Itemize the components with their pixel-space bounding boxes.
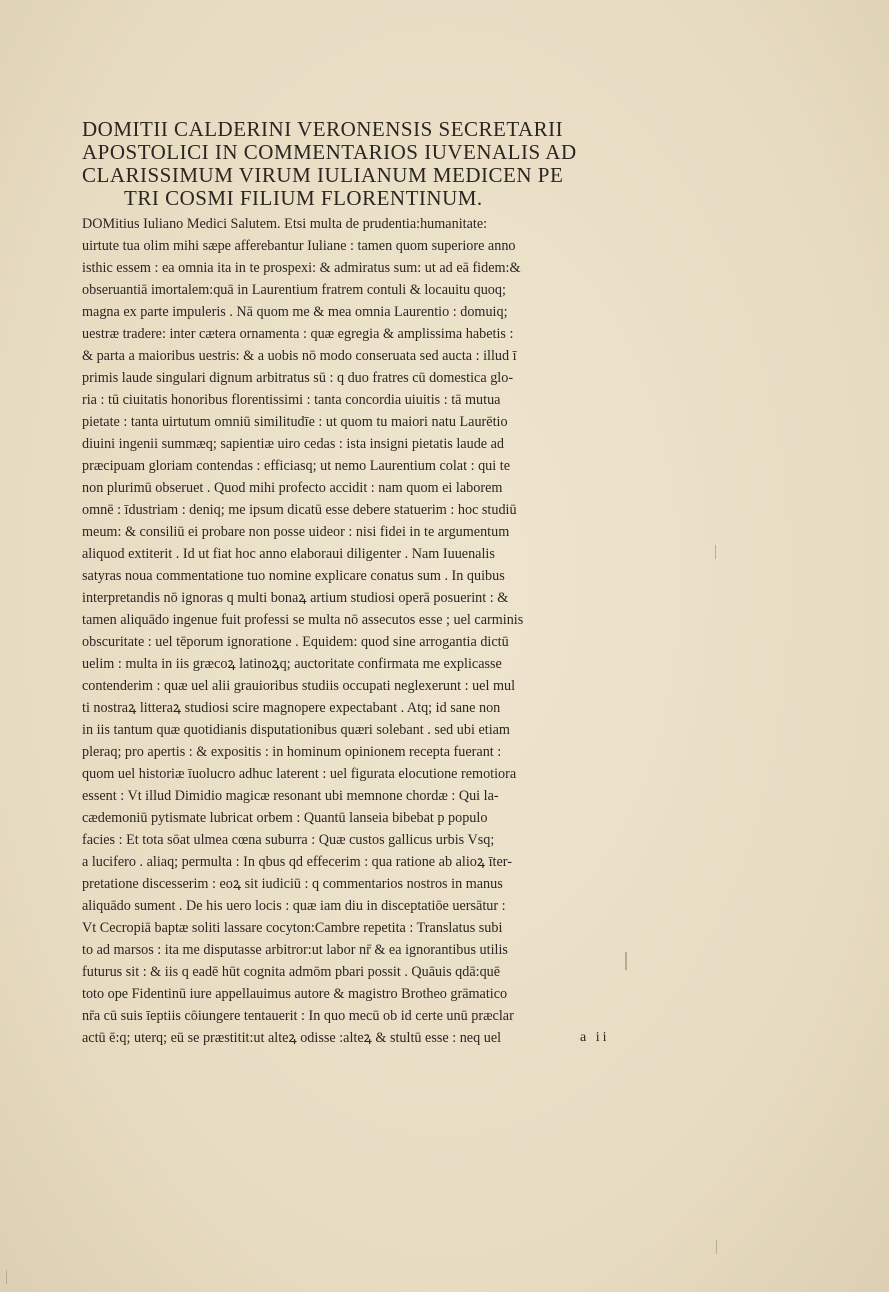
body-line: pretatione discesserim : eoꝝ sit iudiciū : q commentarios nostros in manus: [82, 876, 503, 892]
body-line: interpretandis nō ignoras q multi bonaꝝ artium studiosi operā posuerint : &: [82, 590, 509, 606]
body-line: magna ex parte impuleris . Nā quom me & mea omnia Laurentio : domuiq;: [82, 304, 508, 320]
body-text: [82, 213, 622, 1049]
body-line: satyras noua commentatione tuo nomine explicare conatus sum . In quibus: [82, 568, 505, 584]
body-line: obseruantiā imortalem:quā in Laurentium fratrem contuli & locauitu quoq;: [82, 282, 506, 298]
margin-mark: [625, 952, 627, 970]
body-line: nr̄a cū suis īeptiis cōiungere tentauerit : In quo mecū ob id certe unū præclar: [82, 1008, 514, 1024]
body-line: non plurimū obseruet . Quod mihi profecto accidit : nam quom ei laborem: [82, 480, 503, 496]
heading-line: CLARISSIMUM VIRUM IULIANUM MEDICEN PE: [82, 163, 564, 187]
margin-mark: [6, 1270, 7, 1284]
body-line: aliquod extiterit . Id ut fiat hoc anno elaboraui diligenter . Nam Iuuenalis: [82, 546, 495, 562]
body-line: uirtute tua olim mihi sæpe afferebantur Iuliane : tamen quom superiore anno: [82, 238, 516, 254]
body-line: DOMitius Iuliano Medici Salutem. Etsi multa de prudentia:humanitate:: [82, 216, 488, 232]
body-line: pietate : tanta uirtutum omniū similitudīe : ut quom tu maiori natu Laurētio: [82, 414, 508, 430]
body-line: tamen aliquādo ingenue fuit professi se multa nō assecutos esse ; uel carminis: [82, 612, 524, 628]
body-line: facies : Et tota sōat ulmea cœna suburra : Quæ custos gallicus urbis Vsq;: [82, 832, 495, 848]
body-line: uestræ tradere: inter cætera ornamenta : quæ egregia & amplissima habetis :: [82, 326, 514, 342]
body-line: a lucifero . aliaq; permulta : In qbus qd effecerim : qua ratione ab alioꝝ īter-: [82, 854, 512, 870]
body-line: meum: & consiliū ei probare non posse uideor : nisi fidei in te argumentum: [82, 524, 510, 540]
body-line: omnē : īdustriam : deniq; me ipsum dicatū esse debere statuerim : hoc studiū: [82, 502, 517, 518]
body-line: pleraq; pro apertis : & expositis : in hominum opinionem recepta fuerant :: [82, 744, 502, 760]
body-line: ti nostraꝝ litteraꝝ studiosi scire magnopere expectabant . Atq; id sane non: [82, 700, 501, 716]
margin-mark: [716, 1240, 717, 1254]
signature-mark: a ii: [580, 1030, 610, 1045]
body-line: toto ope Fidentinū iure appellauimus autore & magistro Brotheo grāmatico: [82, 986, 508, 1002]
body-line: Vt Cecropiā baptæ soliti lassare cocyton:Cambre repetita : Translatus subi: [82, 920, 503, 936]
body-line: in iis tantum quæ quotidianis disputationibus quæri solebant . sed ubi etiam: [82, 722, 510, 738]
body-line: actū ē:q; uterq; eū se præstitit:ut alteꝝ odisse :alteꝝ & stultū esse : neq uel: [82, 1030, 502, 1046]
body-line: to ad marsos : ita me disputasse arbitror:ut labor nr̄ & ea ignorantibus utilis: [82, 942, 508, 958]
body-line: uelim : multa in iis græcoꝝ latinoꝝq; auctoritate confirmata me explicasse: [82, 656, 502, 672]
body-line: contenderim : quæ uel alii grauioribus studiis occupati neglexerunt : uel mul: [82, 678, 516, 694]
body-line: præcipuam gloriam contendas : efficiasq; ut nemo Laurentium colat : qui te: [82, 458, 511, 474]
heading-line: DOMITII CALDERINI VERONENSIS SECRETARII: [82, 117, 564, 141]
chapter-heading: [82, 118, 642, 210]
heading-line: TRI COSMI FILIUM FLORENTINUM.: [124, 186, 483, 210]
body-line: ria : tū ciuitatis honoribus florentissimi : tanta concordia uiuitis : tā mutua: [82, 392, 501, 408]
body-line: aliquādo sument . De his uero locis : quæ iam diu in disceptatiōe uersātur :: [82, 898, 506, 914]
body-line: primis laude singulari dignum arbitratus sū : q duo fratres cū domestica glo-: [82, 370, 514, 386]
body-line: diuini ingenii summæq; sapientiæ uiro cedas : ista insigni pietatis laude ad: [82, 436, 505, 452]
body-line: futurus sit : & iis q eadē hūt cognita admōm pbari possit . Quāuis qdā:quē: [82, 964, 501, 980]
body-line: quom uel historiæ īuolucro adhuc laterent : uel figurata elocutione remotiora: [82, 766, 517, 782]
body-line: cædemoniū pytismate lubricat orbem : Quantū lanseia bibebat p populo: [82, 810, 488, 826]
body-line: isthic essem : ea omnia ita in te prospexi: & admiratus sum: ut ad eā fidem:&: [82, 260, 521, 276]
body-line: essent : Vt illud Dimidio magicæ resonant ubi memnone chordæ : Qui la-: [82, 788, 499, 804]
body-line: obscuritate : uel tēporum ignoratione . Equidem: quod sine arrogantia dictū: [82, 634, 509, 650]
body-line: & parta a maioribus uestris: & a uobis nō modo conseruata sed aucta : illud ī: [82, 348, 517, 364]
margin-mark: [715, 545, 716, 559]
heading-line: APOSTOLICI IN COMMENTARIOS IUVENALIS AD: [82, 140, 577, 164]
